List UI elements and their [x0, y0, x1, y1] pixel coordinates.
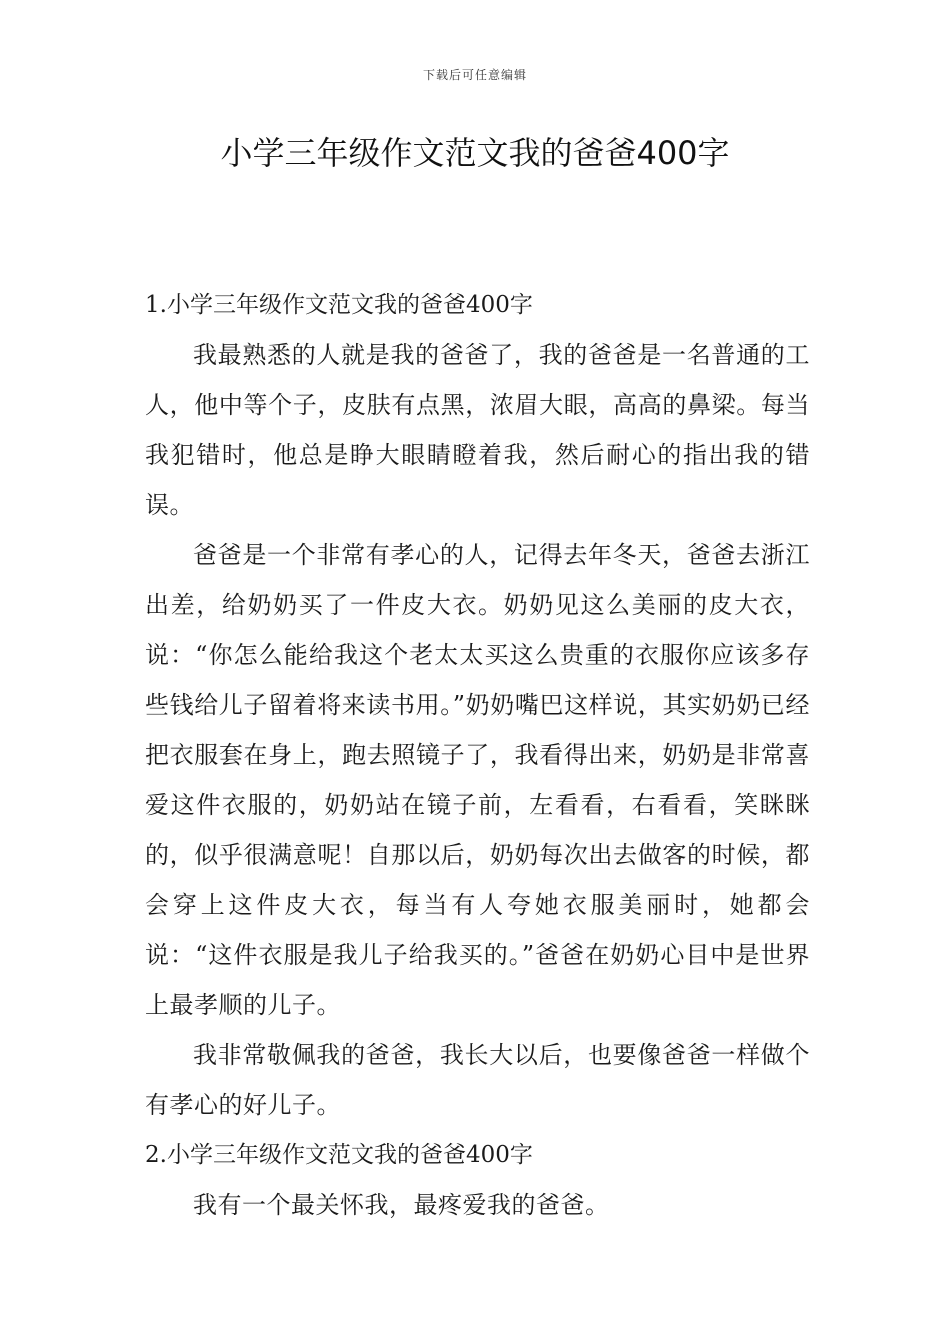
section-heading: 2.小学三年级作文范文我的爸爸400字	[145, 1142, 533, 1168]
header-note: 下载后可任意编辑	[422, 68, 527, 82]
section-heading: 1.小学三年级作文范文我的爸爸400字	[145, 292, 533, 318]
document-body	[145, 280, 810, 1230]
paragraph: 爸爸是一个非常有孝心的人，记得去年冬天，爸爸去浙江出差，给奶奶买了一件皮大衣。奶奶见这么美丽的皮大衣，说：“你怎么能给我这个老太太买这么贵重的衣服你应该多存些钱给儿子留着将来读书用。”奶奶嘴巴这样说，其实奶奶已经把衣服套在身上，跑去照镜子了，我看得出来，奶奶是非常喜爱这件衣服的，奶奶站在镜子前，左看看，右看看，笑眯眯的，似乎很满意呢！自那以后，奶奶每次出去做客的时候，都会穿上这件皮大衣，每当有人夸她衣服美丽时，她都会说：“这件衣服是我儿子给我买的。”爸爸在奶奶心目中是世界上最孝顺的儿子。	[145, 541, 810, 1019]
paragraph: 我非常敬佩我的爸爸，我长大以后，也要像爸爸一样做个有孝心的好儿子。	[145, 1041, 810, 1119]
essay-section-1	[145, 280, 810, 1130]
paragraph: 我有一个最关怀我，最疼爱我的爸爸。	[193, 1191, 610, 1219]
paragraph: 我最熟悉的人就是我的爸爸了，我的爸爸是一名普通的工人，他中等个子，皮肤有点黑，浓眉大眼，高高的鼻梁。每当我犯错时，他总是睁大眼睛瞪着我，然后耐心的指出我的错误。	[145, 341, 810, 519]
page-title: 小学三年级作文范文我的爸爸400字	[220, 134, 730, 172]
essay-section-2	[145, 1130, 810, 1230]
